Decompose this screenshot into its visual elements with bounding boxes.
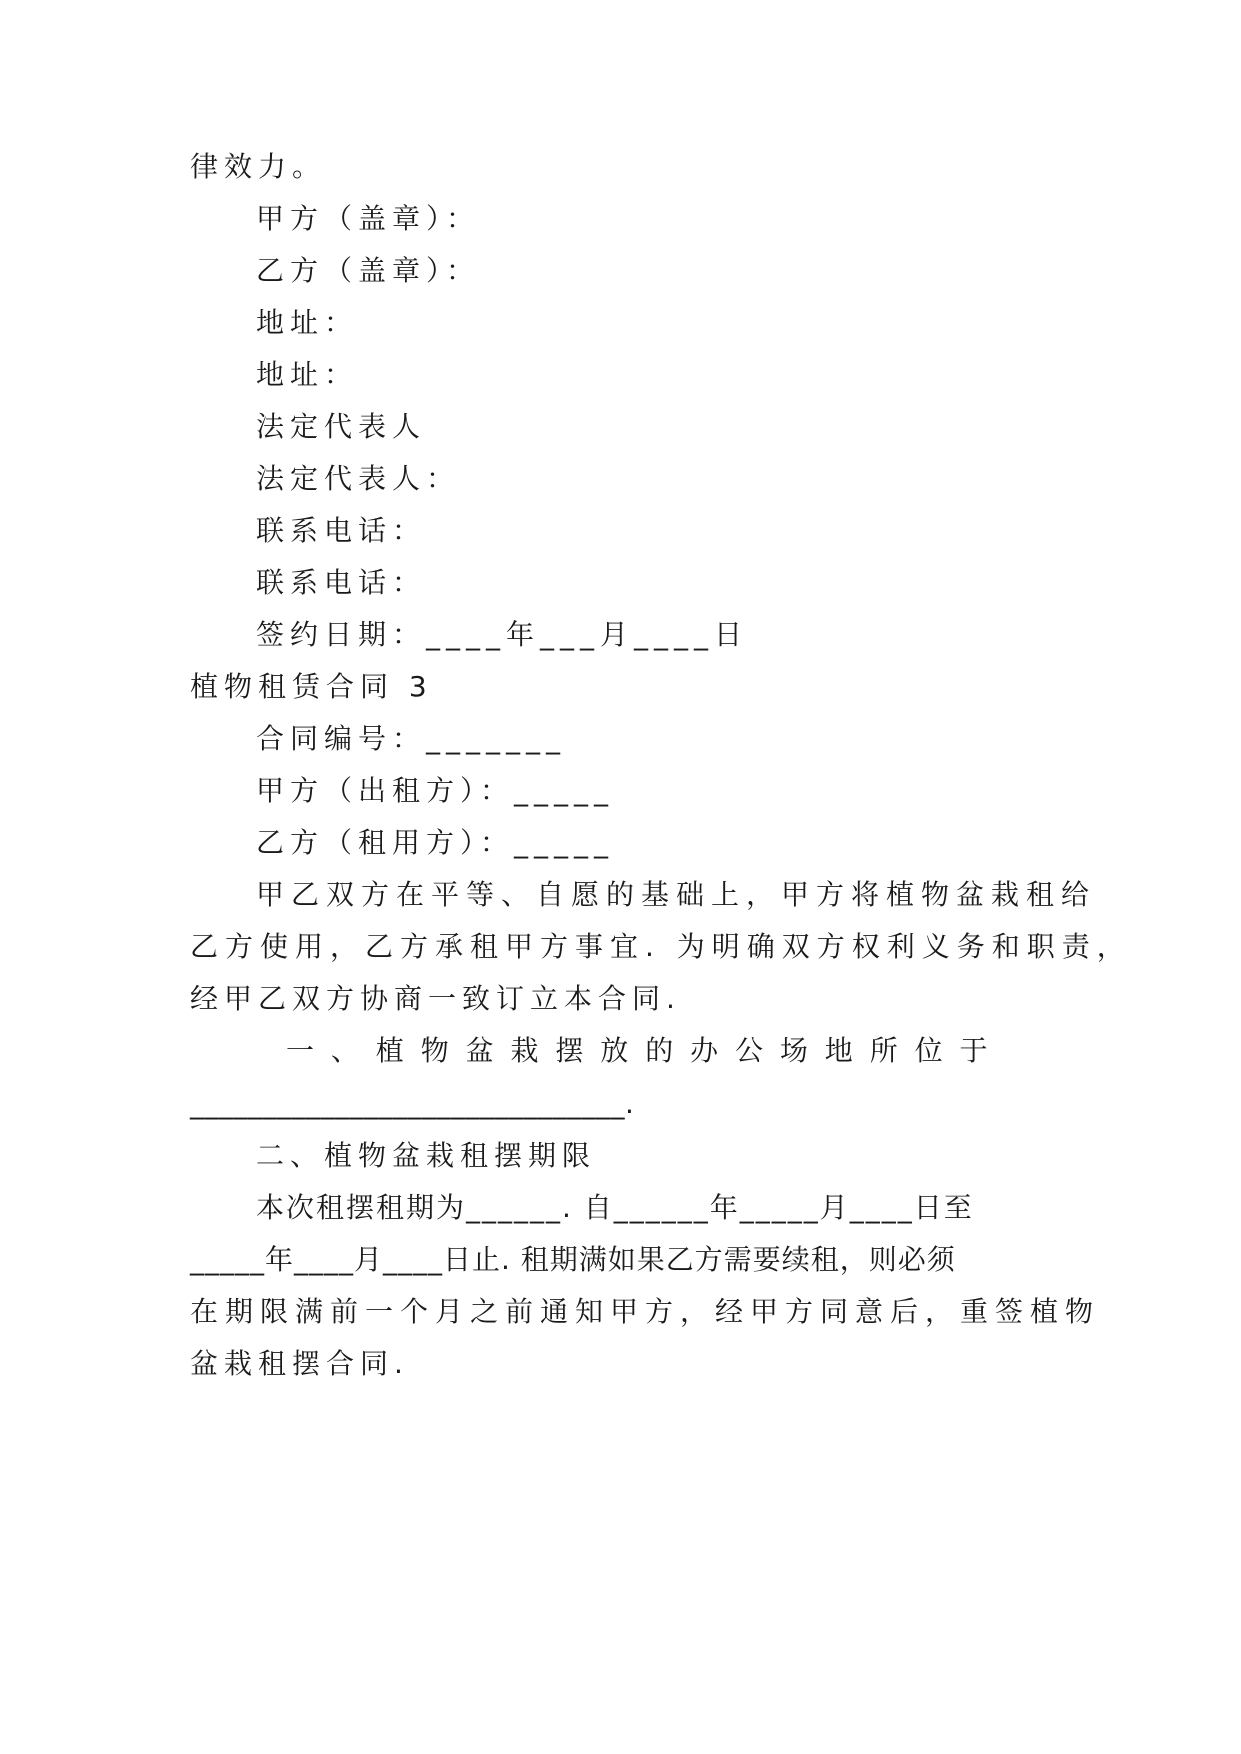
paragraph-line: 甲乙双方在平等、自愿的基础上，甲方将植物盆栽租给 xyxy=(256,878,1097,911)
address-label: 地址： xyxy=(256,358,359,391)
lessee-label: 乙方（租用方）：_____ xyxy=(256,826,615,859)
paragraph-line: 盆栽租摆合同. xyxy=(190,1347,409,1380)
address-label: 地址： xyxy=(256,306,359,339)
text-line: 律效力。 xyxy=(190,150,327,183)
legal-representative-label: 法定代表人 xyxy=(256,410,427,443)
paragraph-line: 经甲乙双方协商一致订立本合同. xyxy=(190,982,681,1015)
phone-label: 联系电话： xyxy=(256,566,427,599)
signing-date-label: 签约日期：____年___月____日 xyxy=(256,618,749,651)
paragraph-line: 乙方使用，乙方承租甲方事宜. 为明确双方权利义务和职责， xyxy=(190,930,1132,963)
lessor-label: 甲方（出租方）：_____ xyxy=(256,774,615,807)
paragraph-line: 在期限满前一个月之前通知甲方，经甲方同意后，重签植物 xyxy=(190,1295,1101,1328)
paragraph-line: _____年____月____日止. 租期满如果乙方需要续租，则必须 xyxy=(190,1243,956,1276)
contract-number-label: 合同编号：_______ xyxy=(256,722,567,755)
paragraph-line: 本次租摆租期为______. 自______年_____月____日至 xyxy=(256,1191,974,1224)
party-a-seal-label: 甲方（盖章）： xyxy=(256,202,481,235)
phone-label: 联系电话： xyxy=(256,514,427,547)
legal-representative-label: 法定代表人： xyxy=(256,462,461,495)
blank-line: ______________________________. xyxy=(190,1087,635,1120)
party-b-seal-label: 乙方（盖章）： xyxy=(256,254,481,287)
section-heading: 植物租赁合同 3 xyxy=(190,670,433,703)
clause-two-heading: 二、植物盆栽租摆期限 xyxy=(256,1139,597,1172)
clause-one-line: 一 、 植 物 盆 栽 摆 放 的 办 公 场 地 所 位 于 xyxy=(286,1034,992,1067)
